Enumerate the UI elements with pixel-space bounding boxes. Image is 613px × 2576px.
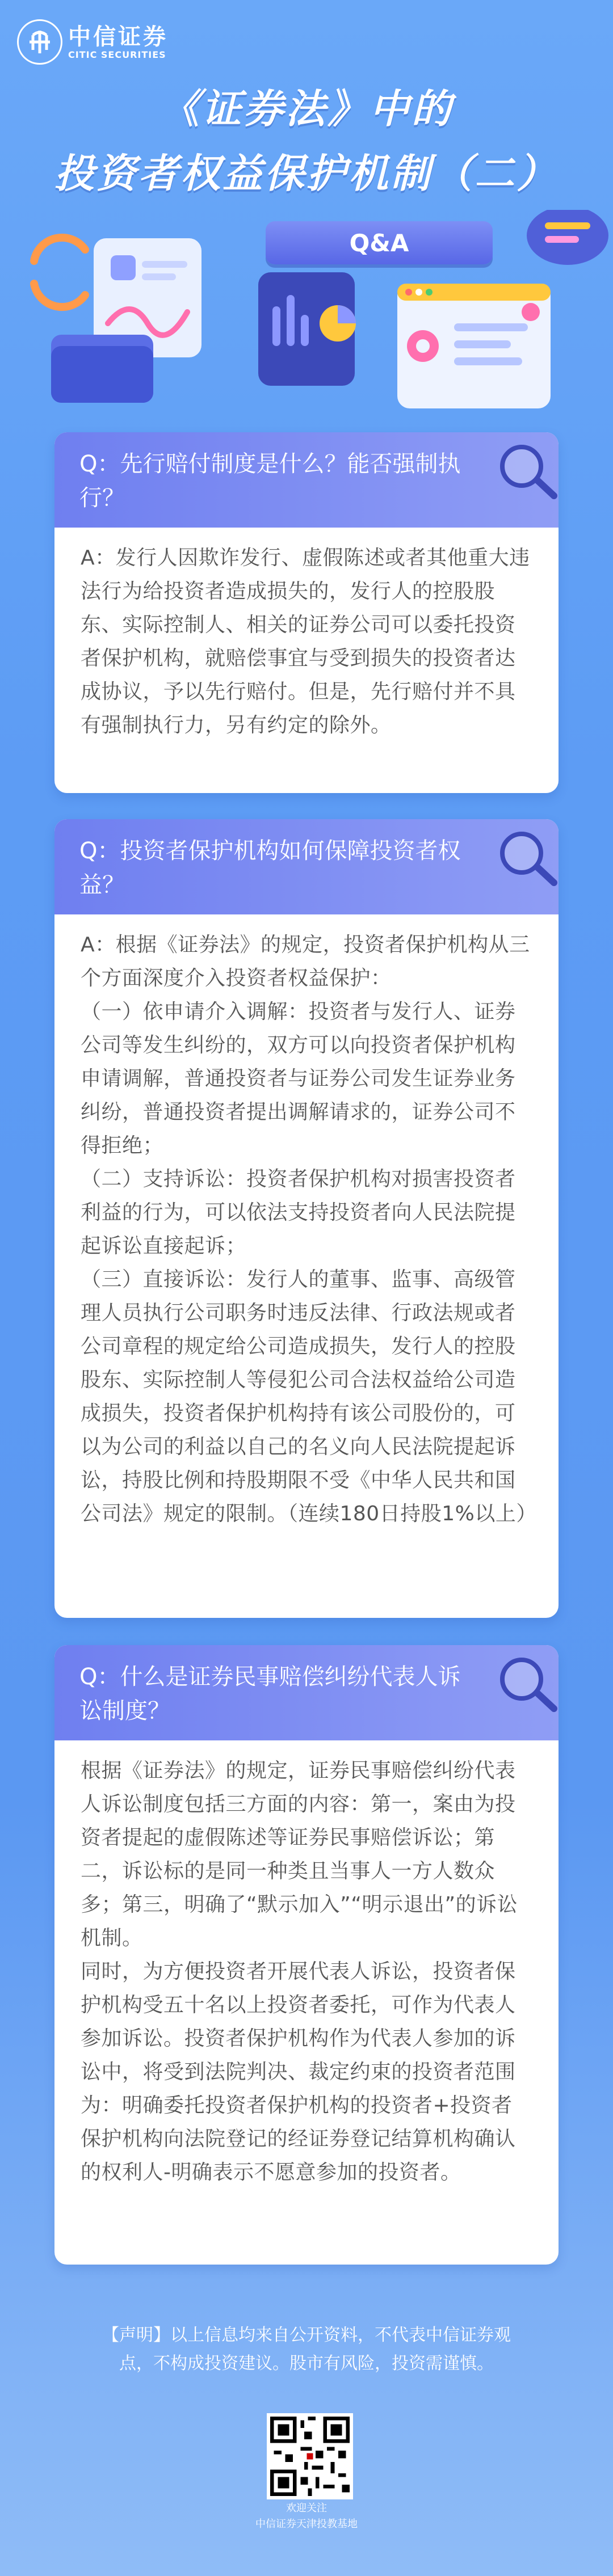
logo-name-en: CITIC SECURITIES: [68, 49, 166, 60]
qa-badge: Q&A: [266, 221, 493, 264]
answer-paragraph: 同时，为方便投资者开展代表人诉讼，投资者保护机构受五十名以上投资者委托，可作为代表人参加诉讼。投资者保护机构作为代表人参加的诉讼中，将受到法院判决、裁定约束的投资者范围为：明确委托投资者保护机构的投资者+投资者保护机构向法院登记的经证券登记结算机构确认的权利人-明确表示不愿意参加的投资者。: [81, 1960, 516, 2184]
magnifier-icon: [490, 439, 559, 501]
qr-caption-line1: 欢迎关注: [286, 2502, 327, 2514]
page-title-line2: 投资者权益保护机制（二）: [54, 150, 559, 197]
orange-arc-icon: [34, 238, 85, 261]
citic-logo-icon: [17, 19, 62, 65]
question-header: [54, 1645, 559, 1740]
magnifier-icon: [490, 1652, 559, 1714]
answer-paragraph: A：根据《证券法》的规定，投资者保护机构从三个方面深度介入投资者权益保护：: [81, 933, 530, 990]
magnifier-icon: [490, 826, 559, 888]
answer-paragraph: （三）直接诉讼：发行人的董事、监事、高级管理人员执行公司职务时违反法律、行政法规或者公司章程的规定给公司造成损失，发行人的控股股东、实际控制人等侵犯公司合法权益给公司造成损失，投资者保护机构持有该公司股份的，可以为公司的利益以自己的名义向人民法院提起诉讼，持股比例和持股期限不受《中华人民共和国公司法》规定的限制。（连续180日持股1%以上）: [81, 1268, 537, 1525]
page-title-line1: 《证券法》中的: [159, 86, 454, 132]
question-text: Q：投资者保护机构如何保障投资者权益？: [79, 838, 461, 898]
answer-body: [54, 528, 559, 759]
answer-paragraph: （一）依申请介入调解：投资者与发行人、证券公司等发生纠纷的，双方可以向投资者保护机构申请调解，普通投资者与证券公司发生证券业务纠纷，普通投资者提出调解请求的，证券公司不得拒绝；: [81, 1000, 516, 1157]
answer-paragraph: 根据《证券法》的规定，证券民事赔偿纠纷代表人诉讼制度包括三方面的内容：第一，案由为投资者提起的虚假陈述等证券民事赔偿诉讼；第二，诉讼标的是同一种类且当事人一方人数众多；第三，明确了“默示加入”“明示退出”的诉讼机制。: [81, 1759, 518, 1950]
qa-card-2: [54, 819, 559, 1618]
question-text: Q：先行赔付制度是什么？能否强制执行？: [79, 451, 461, 511]
brand-logo: [17, 19, 168, 65]
qa-card-3: [54, 1645, 559, 2265]
disclaimer-text: 【声明】以上信息均来自公开资料，不代表中信证券观点，不构成投资建议。股市有风险，投资需谨慎。: [102, 2325, 511, 2373]
answer-body: [54, 1740, 559, 2206]
answer-body: [54, 914, 559, 1548]
question-header: [54, 432, 559, 528]
qa-card-1: [54, 432, 559, 793]
qr-code[interactable]: [267, 2413, 353, 2499]
answer-paragraph: A：发行人因欺诈发行、虚假陈述或者其他重大违法行为给投资者造成损失的，发行人的控股股东、实际控制人、相关的证券公司可以委托投资者保护机构，就赔偿事宜与受到损失的投资者达成协议，予以先行赔付。但是，先行赔付并不具有强制执行力，另有约定的除外。: [81, 546, 530, 737]
question-text: Q：什么是证券民事赔偿纠纷代表人诉讼制度？: [79, 1664, 461, 1724]
question-header: [54, 819, 559, 914]
qr-code-icon: [270, 2417, 350, 2496]
answer-paragraph: （二）支持诉讼：投资者保护机构对损害投资者利益的行为，可以依法支持投资者向人民法院提起诉讼直接起诉；: [81, 1167, 516, 1258]
logo-name-cn: 中信证券: [68, 23, 168, 50]
qr-caption-line2: 中信证券天津投教基地: [255, 2518, 358, 2530]
